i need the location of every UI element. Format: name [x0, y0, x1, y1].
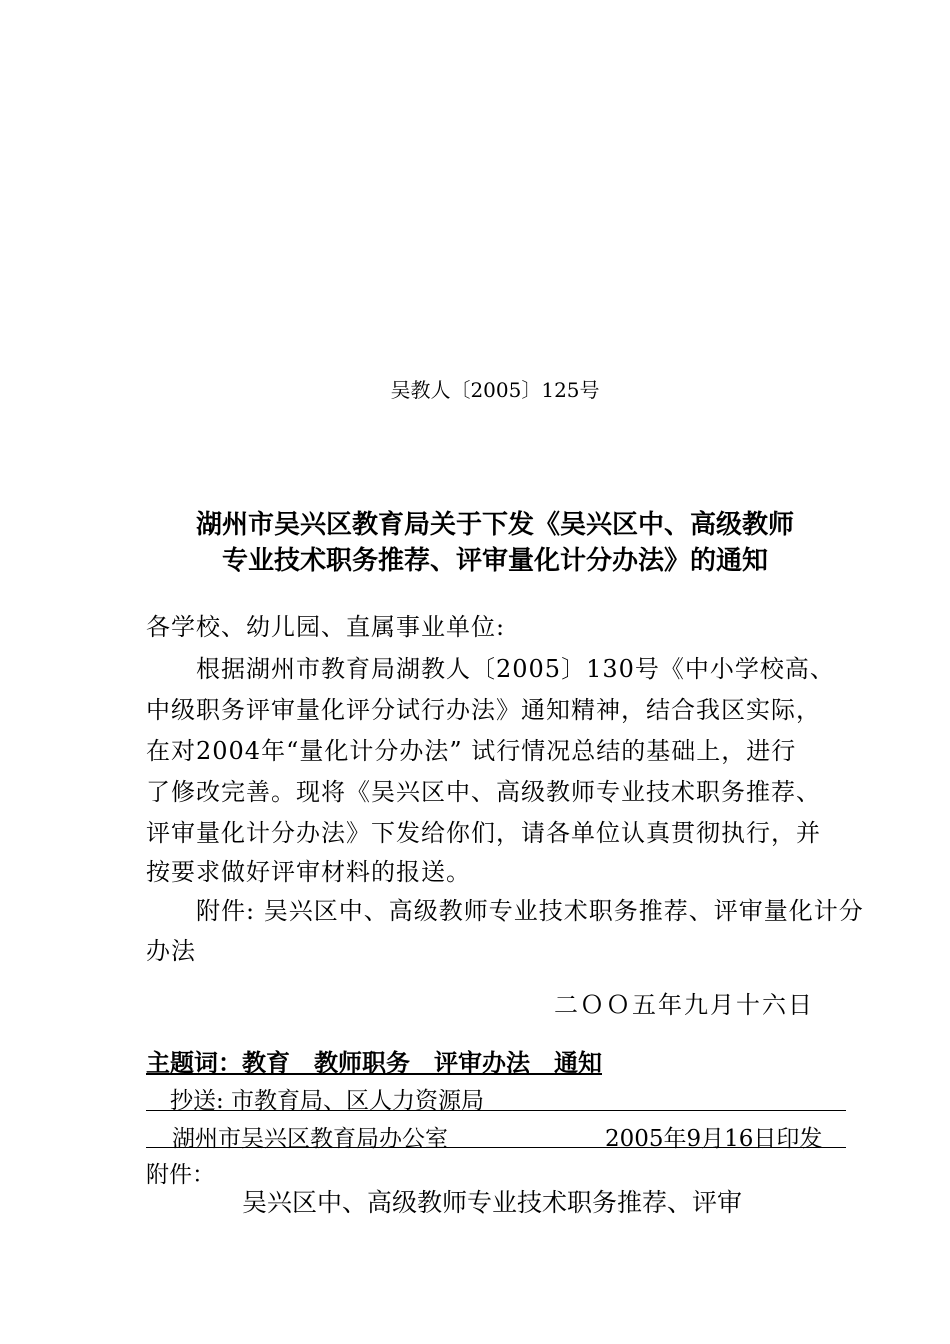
document-title-line-2: 专业技术职务推荐、评审量化计分办法》的通知 [221, 546, 768, 576]
attachment-line: 附件: 吴兴区中、高级教师专业技术职务推荐、评审量化计分 [196, 897, 864, 925]
body-line: 在对2004年“量化计分办法” 试行情况总结的基础上，进行 [146, 737, 797, 765]
issuing-office: 湖州市吴兴区教育局办公室 [172, 1126, 448, 1152]
subject-words: 主题词：教育 教师职务 评审办法 通知 [146, 1049, 602, 1077]
body-line: 了修改完善。现将《吴兴区中、高级教师专业技术职务推荐、 [146, 778, 821, 806]
print-date: 2005年9月16日印发 [605, 1126, 823, 1152]
divider [146, 1147, 846, 1148]
issue-date: 二ＯＯ五年九月十六日 [554, 991, 814, 1019]
attachment-line: 办法 [146, 937, 196, 965]
body-line: 按要求做好评审材料的报送。 [146, 858, 471, 886]
cc-recipients: 抄送: 市教育局、区人力资源局 [170, 1088, 485, 1114]
body-line: 中级职务评审量化评分试行办法》通知精神，结合我区实际， [146, 696, 821, 724]
attachment-label: 附件： [146, 1162, 215, 1188]
document-title-line-1: 湖州市吴兴区教育局关于下发《吴兴区中、高级教师 [195, 510, 794, 540]
divider [146, 1110, 846, 1111]
body-line: 根据湖州市教育局湖教人〔2005〕130号《中小学校高、 [196, 655, 835, 683]
body-line: 评审量化计分办法》下发给你们，请各单位认真贯彻执行，并 [146, 819, 821, 847]
salutation: 各学校、幼儿园、直属事业单位: [146, 613, 506, 641]
document-number: 吴教人〔2005〕125号 [390, 378, 600, 402]
attachment-title: 吴兴区中、高级教师专业技术职务推荐、评审 [242, 1188, 743, 1217]
